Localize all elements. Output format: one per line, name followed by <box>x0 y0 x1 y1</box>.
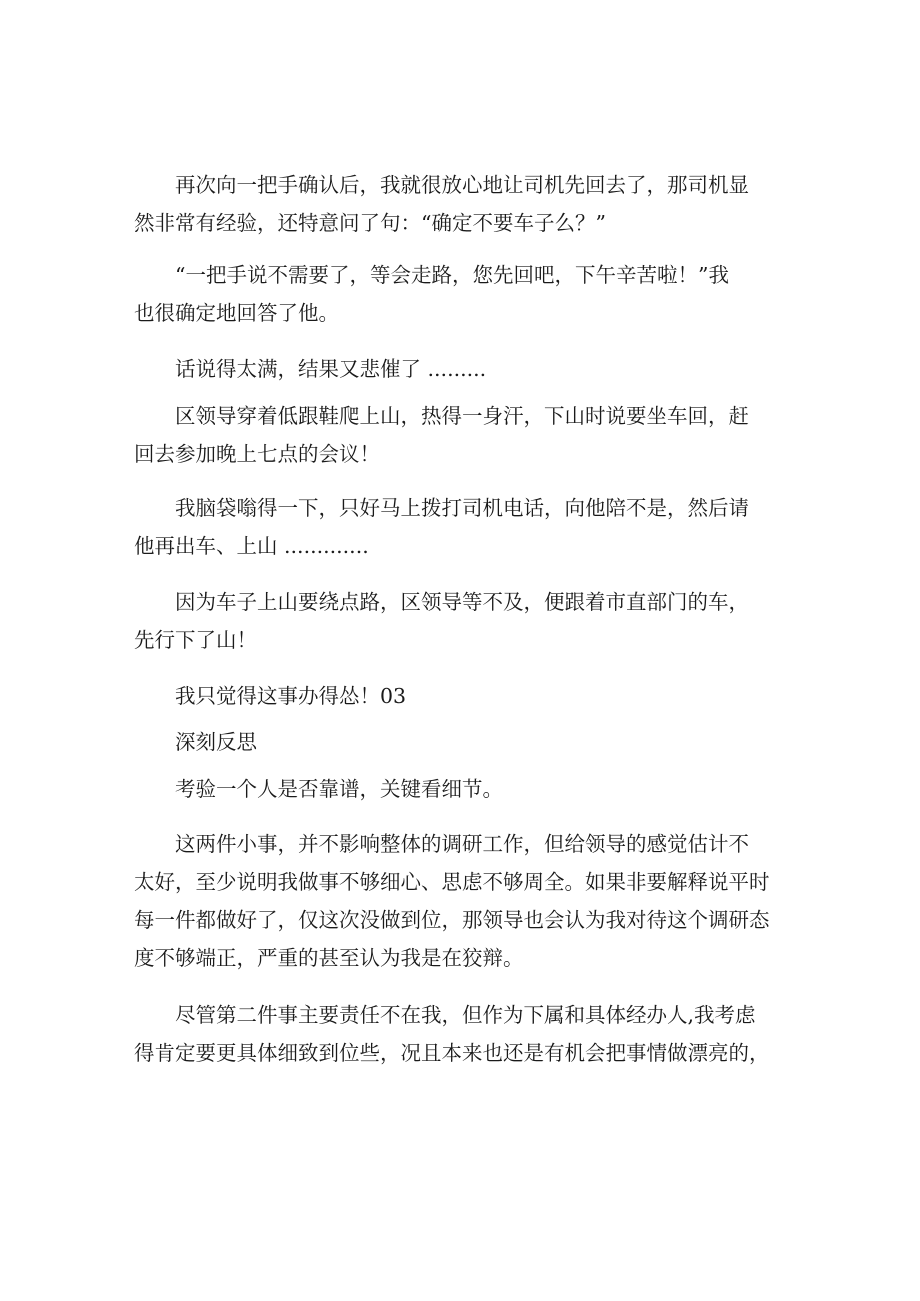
paragraph-responsibility <box>134 996 814 1072</box>
paragraph-line: 话说得太满，结果又悲催了 ......... <box>175 357 487 381</box>
paragraph-line: 这两件小事，并不影响整体的调研工作，但给领导的感觉估计不 <box>175 832 749 856</box>
paragraph-line: 深刻反思 <box>175 730 257 754</box>
paragraph-line: 然非常有经验，还特意问了句：“确定不要车子么？” <box>134 211 606 235</box>
paragraph-line: 他再出车、上山 ............. <box>134 534 369 558</box>
paragraph-line: 太好，至少说明我做事不够细心、思虑不够周全。如果非要解释说平时 <box>134 870 770 894</box>
paragraph-line: 先行下了山！ <box>134 628 257 652</box>
paragraph-line: “一把手说不需要了，等会走路，您先回吧，下午辛苦啦！”我 <box>175 263 729 287</box>
paragraph-leader-climb <box>134 397 814 473</box>
paragraph-feeling <box>134 677 814 715</box>
paragraph-line: 再次向一把手确认后，我就很放心地让司机先回去了，那司机显 <box>175 173 749 197</box>
paragraph-call-driver <box>134 489 814 565</box>
paragraph-line: 度不够端正，严重的甚至认为我是在狡辩。 <box>134 946 524 970</box>
paragraph-reply <box>134 256 814 332</box>
paragraph-line: 回去参加晚上七点的会议！ <box>134 442 380 466</box>
paragraph-details <box>134 770 814 808</box>
paragraph-line: 也很确定地回答了他。 <box>134 301 339 325</box>
paragraph-line: 我脑袋嗡得一下，只好马上拨打司机电话，向他陪不是，然后请 <box>175 496 749 520</box>
paragraph-line: 尽管第二件事主要责任不在我，但作为下属和具体经办人,我考虑 <box>175 1003 756 1027</box>
paragraph-two-small-things <box>134 825 814 977</box>
paragraph-line: 考验一个人是否靠谱，关键看细节。 <box>175 777 503 801</box>
paragraph-line: 我只觉得这事办得怂！03 <box>175 684 407 708</box>
section-heading-reflection <box>134 723 814 761</box>
paragraph-line: 因为车子上山要绕点路，区领导等不及，便跟着市直部门的车， <box>175 590 749 614</box>
paragraph-left-mountain <box>134 583 814 659</box>
paragraph-too-full <box>134 350 814 388</box>
paragraph-driver-confirm <box>134 166 814 242</box>
paragraph-line: 每一件都做好了，仅这次没做到位，那领导也会认为我对待这个调研态 <box>134 908 770 932</box>
paragraph-line: 得肯定要更具体细致到位些，况且本来也还是有机会把事情做漂亮的， <box>134 1041 770 1065</box>
paragraph-line: 区领导穿着低跟鞋爬上山，热得一身汗，下山时说要坐车回，赶 <box>175 404 749 428</box>
